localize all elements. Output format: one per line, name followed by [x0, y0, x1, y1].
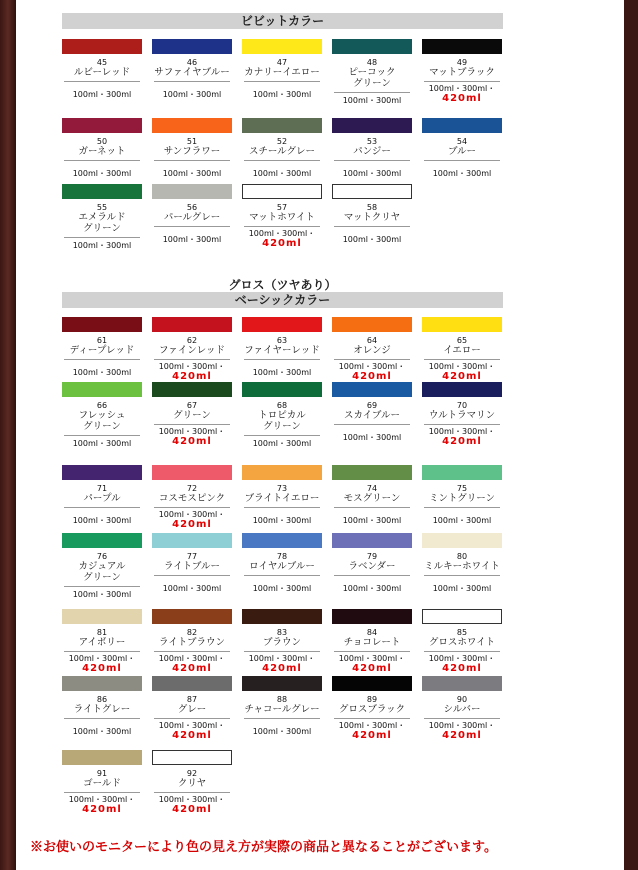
color-chip [62, 676, 142, 691]
color-number: 51 [186, 137, 198, 146]
color-name: シルバー [443, 704, 481, 715]
color-number: 61 [96, 336, 108, 345]
color-swatch-item [422, 465, 502, 525]
color-swatch-item [332, 39, 412, 105]
divider [244, 160, 320, 161]
color-swatch-item [62, 118, 142, 178]
color-swatch-item [422, 118, 502, 178]
color-name: ミルキーホワイト [424, 561, 500, 572]
divider [154, 226, 230, 227]
vivid-section-header: ビビットカラー [62, 13, 503, 29]
color-chip [62, 382, 142, 397]
available-sizes: 100ml・300ml [252, 368, 312, 377]
color-name: グリーン [173, 410, 211, 421]
color-name: イエロー [443, 345, 481, 356]
color-name: カジュアル グリーン [78, 561, 126, 583]
color-name: クリヤ [177, 778, 207, 789]
divider [244, 359, 320, 360]
color-swatch-item [332, 118, 412, 178]
color-number: 90 [456, 695, 468, 704]
large-size-label: 420ml [82, 663, 122, 674]
color-name: マットブラック [429, 67, 495, 78]
large-size-label: 420ml [172, 804, 212, 815]
color-name: ラベンダー [348, 561, 396, 572]
color-swatch-item [332, 533, 412, 593]
large-size-label: 420ml [172, 730, 212, 741]
color-chip [332, 382, 412, 397]
divider [64, 507, 140, 508]
color-number: 70 [456, 401, 468, 410]
divider [244, 507, 320, 508]
available-sizes: 100ml・300ml・ [338, 654, 406, 663]
color-number: 66 [96, 401, 108, 410]
color-name: フレッシュ グリーン [78, 410, 126, 432]
color-chip [62, 39, 142, 54]
available-sizes: 100ml・300ml [432, 516, 492, 525]
color-name: マットホワイト [249, 212, 315, 223]
color-chip [332, 118, 412, 133]
color-name: サファイヤブルー [154, 67, 230, 78]
color-number: 92 [186, 769, 198, 778]
color-chip [152, 39, 232, 54]
available-sizes: 100ml・300ml・ [158, 721, 226, 730]
color-chip [422, 317, 502, 332]
available-sizes: 100ml・300ml・ [428, 427, 496, 436]
color-swatch-item [152, 465, 232, 531]
color-name: ライトブラウン [159, 637, 225, 648]
divider [154, 160, 230, 161]
color-chip [62, 750, 142, 765]
available-sizes: 100ml・300ml・ [428, 654, 496, 663]
large-size-label: 420ml [82, 804, 122, 815]
color-swatch-item [152, 382, 232, 448]
color-swatch-item [62, 609, 142, 675]
color-swatch-item [152, 609, 232, 675]
color-name: モスグリーン [343, 493, 401, 504]
color-swatch-item [242, 39, 322, 99]
color-chip [242, 382, 322, 397]
color-number: 81 [96, 628, 108, 637]
color-number: 72 [186, 484, 198, 493]
color-chip [62, 465, 142, 480]
color-chip [242, 118, 322, 133]
color-name: グレー [177, 704, 207, 715]
color-name: エメラルド グリーン [78, 212, 126, 234]
color-chip [152, 609, 232, 624]
available-sizes: 100ml・300ml [72, 439, 132, 448]
available-sizes: 100ml・300ml・ [158, 510, 226, 519]
available-sizes: 100ml・300ml [252, 439, 312, 448]
color-name: ディープレッド [69, 345, 135, 356]
large-size-label: 420ml [172, 519, 212, 530]
available-sizes: 100ml・300ml・ [338, 721, 406, 730]
large-size-label: 420ml [442, 730, 482, 741]
color-number: 47 [276, 58, 288, 67]
large-size-label: 420ml [442, 436, 482, 447]
color-swatch-item [242, 465, 322, 525]
large-size-label: 420ml [172, 436, 212, 447]
divider [334, 92, 410, 93]
color-swatch-item [332, 676, 412, 742]
available-sizes: 100ml・300ml・ [68, 654, 136, 663]
color-name: チョコレート [343, 637, 401, 648]
color-number: 73 [276, 484, 288, 493]
color-name: マットクリヤ [343, 212, 401, 223]
color-swatch-item [152, 39, 232, 99]
color-name: オレンジ [353, 345, 391, 356]
color-swatch-item [242, 533, 322, 593]
available-sizes: 100ml・300ml・ [158, 654, 226, 663]
large-size-label: 420ml [262, 663, 302, 674]
available-sizes: 100ml・300ml [162, 90, 222, 99]
divider [424, 651, 500, 652]
large-size-label: 420ml [172, 663, 212, 674]
divider [64, 81, 140, 82]
available-sizes: 100ml・300ml [432, 584, 492, 593]
color-number: 49 [456, 58, 468, 67]
color-chip [152, 382, 232, 397]
divider [154, 651, 230, 652]
color-chip [152, 533, 232, 548]
color-chip [242, 317, 322, 332]
color-swatch-item [332, 184, 412, 244]
color-chip [242, 39, 322, 54]
available-sizes: 100ml・300ml [252, 584, 312, 593]
color-number: 57 [276, 203, 288, 212]
available-sizes: 100ml・300ml・ [428, 84, 496, 93]
color-swatch-item [242, 118, 322, 178]
divider [64, 435, 140, 436]
color-chip [152, 750, 232, 765]
color-name: グロスホワイト [428, 637, 496, 648]
color-swatch-item [152, 184, 232, 244]
available-sizes: 100ml・300ml [342, 96, 402, 105]
available-sizes: 100ml・300ml [342, 584, 402, 593]
color-swatch-item [62, 382, 142, 448]
available-sizes: 100ml・300ml [72, 169, 132, 178]
available-sizes: 100ml・300ml [252, 169, 312, 178]
available-sizes: 100ml・300ml [72, 727, 132, 736]
divider [334, 651, 410, 652]
large-size-label: 420ml [172, 371, 212, 382]
available-sizes: 100ml・300ml [162, 584, 222, 593]
color-swatch-item [332, 317, 412, 383]
color-number: 52 [276, 137, 288, 146]
color-number: 69 [366, 401, 378, 410]
divider [334, 575, 410, 576]
available-sizes: 100ml・300ml・ [68, 795, 136, 804]
divider [64, 237, 140, 238]
color-chip [152, 118, 232, 133]
color-swatch-item [152, 118, 232, 178]
color-name: スカイブルー [343, 410, 401, 421]
color-chip [152, 184, 232, 199]
available-sizes: 100ml・300ml [252, 90, 312, 99]
divider [64, 586, 140, 587]
available-sizes: 100ml・300ml・ [158, 795, 226, 804]
color-swatch-item [422, 676, 502, 742]
color-name: パープル [83, 493, 121, 504]
available-sizes: 100ml・300ml [252, 727, 312, 736]
color-number: 84 [366, 628, 378, 637]
color-swatch-item [242, 609, 322, 675]
color-name: ファイヤーレッド [244, 345, 320, 356]
color-name: ライトグレー [73, 704, 131, 715]
available-sizes: 100ml・300ml・ [248, 229, 316, 238]
divider [154, 718, 230, 719]
color-number: 78 [276, 552, 288, 561]
color-number: 85 [456, 628, 468, 637]
color-name: ロイヤルブルー [249, 561, 315, 572]
color-chip [422, 465, 502, 480]
color-chip [332, 317, 412, 332]
color-name: アイボリー [78, 637, 126, 648]
color-swatch-item [62, 465, 142, 525]
divider [64, 718, 140, 719]
available-sizes: 100ml・300ml [342, 169, 402, 178]
divider [64, 651, 140, 652]
gloss-section-title: グロス（ツヤあり） [228, 278, 337, 292]
color-number: 64 [366, 336, 378, 345]
divider [64, 792, 140, 793]
divider [154, 359, 230, 360]
color-chip [422, 118, 502, 133]
available-sizes: 100ml・300ml [162, 169, 222, 178]
color-chip [422, 676, 502, 691]
available-sizes: 100ml・300ml・ [158, 362, 226, 371]
divider [424, 575, 500, 576]
color-number: 65 [456, 336, 468, 345]
color-name: パンジー [353, 146, 391, 157]
color-swatch-item [422, 533, 502, 593]
color-chip [332, 184, 412, 199]
color-swatch-item [422, 609, 502, 675]
color-number: 68 [276, 401, 288, 410]
divider [244, 435, 320, 436]
divider [244, 575, 320, 576]
large-size-label: 420ml [352, 663, 392, 674]
color-chip [152, 465, 232, 480]
divider [154, 507, 230, 508]
available-sizes: 100ml・300ml [72, 368, 132, 377]
divider [334, 226, 410, 227]
color-swatch-item [62, 750, 142, 816]
color-number: 89 [366, 695, 378, 704]
available-sizes: 100ml・300ml [342, 433, 402, 442]
color-chip [62, 317, 142, 332]
color-number: 74 [366, 484, 378, 493]
monitor-notice: ※お使いのモニターにより色の見え方が実際の商品と異なることがございます。 [30, 840, 497, 855]
color-swatch-item [242, 317, 322, 377]
color-number: 54 [456, 137, 468, 146]
large-size-label: 420ml [442, 93, 482, 104]
color-chip [62, 118, 142, 133]
color-number: 58 [366, 203, 378, 212]
large-size-label: 420ml [262, 238, 302, 249]
color-swatch-item [242, 382, 322, 448]
color-number: 87 [186, 695, 198, 704]
color-chip [332, 609, 412, 624]
color-number: 77 [186, 552, 198, 561]
divider [334, 359, 410, 360]
color-name: ファインレッド [159, 345, 225, 356]
available-sizes: 100ml・300ml [342, 235, 402, 244]
color-number: 83 [276, 628, 288, 637]
color-swatch-item [422, 317, 502, 383]
color-name: カナリーイエロー [244, 67, 320, 78]
available-sizes: 100ml・300ml [162, 235, 222, 244]
color-name: ゴールド [83, 778, 121, 789]
color-chip [242, 184, 322, 199]
available-sizes: 100ml・300ml・ [428, 362, 496, 371]
color-number: 55 [96, 203, 108, 212]
color-chip [242, 676, 322, 691]
available-sizes: 100ml・300ml [72, 516, 132, 525]
divider [424, 718, 500, 719]
divider [424, 359, 500, 360]
color-name: ピーコック グリーン [348, 67, 396, 89]
basic-section-header: ベーシックカラー [62, 292, 503, 308]
color-name: ウルトラマリン [428, 410, 496, 421]
color-name: チャコールグレー [244, 704, 320, 715]
available-sizes: 100ml・300ml [252, 516, 312, 525]
color-number: 46 [186, 58, 198, 67]
color-name: ブラウン [262, 637, 301, 648]
divider [154, 575, 230, 576]
color-number: 67 [186, 401, 198, 410]
divider [154, 792, 230, 793]
color-name: ブライトイエロー [244, 493, 320, 504]
color-name: ルビーレッド [73, 67, 131, 78]
color-swatch-item [422, 382, 502, 448]
color-swatch-item [152, 317, 232, 383]
divider [244, 81, 320, 82]
divider [64, 160, 140, 161]
large-size-label: 420ml [352, 730, 392, 741]
available-sizes: 100ml・300ml・ [338, 362, 406, 371]
color-chip [422, 609, 502, 624]
color-swatch-item [62, 676, 142, 736]
divider [154, 424, 230, 425]
color-chip [62, 184, 142, 199]
available-sizes: 100ml・300ml [432, 169, 492, 178]
color-swatch-item [62, 184, 142, 250]
large-size-label: 420ml [442, 663, 482, 674]
divider [154, 81, 230, 82]
color-name: ガーネット [78, 146, 126, 157]
color-name: ミントグリーン [428, 493, 496, 504]
divider [334, 160, 410, 161]
divider [424, 160, 500, 161]
divider [424, 81, 500, 82]
available-sizes: 100ml・300ml [72, 590, 132, 599]
color-number: 45 [96, 58, 108, 67]
color-name: スチールグレー [249, 146, 315, 157]
available-sizes: 100ml・300ml・ [158, 427, 226, 436]
color-chip [242, 533, 322, 548]
color-number: 50 [96, 137, 108, 146]
available-sizes: 100ml・300ml・ [428, 721, 496, 730]
color-name: コスモスピンク [158, 493, 226, 504]
color-name: グロスブラック [338, 704, 406, 715]
color-chip [332, 39, 412, 54]
color-chip [62, 533, 142, 548]
divider [64, 359, 140, 360]
color-number: 62 [186, 336, 198, 345]
available-sizes: 100ml・300ml・ [248, 654, 316, 663]
color-number: 53 [366, 137, 378, 146]
color-chip [332, 676, 412, 691]
color-number: 82 [186, 628, 198, 637]
color-number: 75 [456, 484, 468, 493]
color-swatch-item [152, 676, 232, 742]
color-swatch-item [152, 533, 232, 593]
color-swatch-item [332, 382, 412, 442]
divider [244, 226, 320, 227]
available-sizes: 100ml・300ml [342, 516, 402, 525]
color-chip [152, 676, 232, 691]
color-swatch-item [62, 317, 142, 377]
right-frame [624, 0, 638, 870]
color-name: ライトブルー [163, 561, 221, 572]
color-chip [332, 533, 412, 548]
divider [334, 424, 410, 425]
large-size-label: 420ml [352, 371, 392, 382]
color-swatch-item [152, 750, 232, 816]
color-number: 86 [96, 695, 108, 704]
color-swatch-item [242, 676, 322, 736]
color-chip [422, 39, 502, 54]
color-chip [152, 317, 232, 332]
color-number: 63 [276, 336, 288, 345]
color-chip [242, 465, 322, 480]
color-number: 80 [456, 552, 468, 561]
available-sizes: 100ml・300ml [72, 241, 132, 250]
color-chip [422, 533, 502, 548]
divider [424, 507, 500, 508]
divider [244, 718, 320, 719]
color-number: 91 [96, 769, 108, 778]
color-number: 76 [96, 552, 108, 561]
color-number: 88 [276, 695, 288, 704]
color-name: トロピカル グリーン [258, 410, 306, 432]
color-swatch-item [332, 465, 412, 525]
color-chip [422, 382, 502, 397]
divider [424, 424, 500, 425]
color-swatch-item [242, 184, 322, 250]
color-chip [242, 609, 322, 624]
color-number: 48 [366, 58, 378, 67]
color-swatch-item [62, 39, 142, 99]
color-number: 71 [96, 484, 108, 493]
color-name: サンフラワー [163, 146, 221, 157]
color-number: 56 [186, 203, 198, 212]
color-chip [62, 609, 142, 624]
color-swatch-item [62, 533, 142, 599]
color-chip [332, 465, 412, 480]
color-swatch-item [332, 609, 412, 675]
divider [334, 507, 410, 508]
color-name: ブルー [447, 146, 477, 157]
divider [244, 651, 320, 652]
large-size-label: 420ml [442, 371, 482, 382]
color-name: パールグレー [163, 212, 221, 223]
divider [334, 718, 410, 719]
color-number: 79 [366, 552, 378, 561]
color-swatch-item [422, 39, 502, 105]
available-sizes: 100ml・300ml [72, 90, 132, 99]
